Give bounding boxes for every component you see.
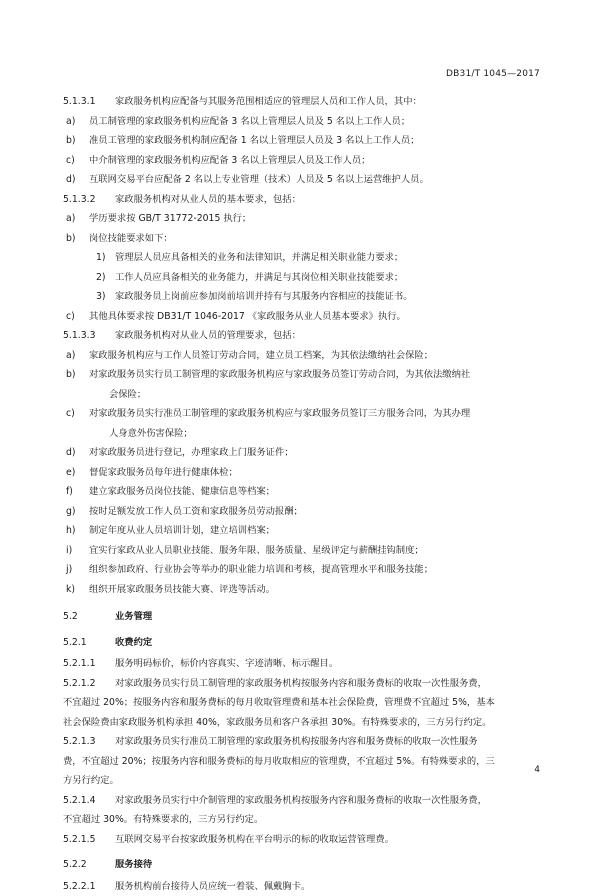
clause-text: 对家政服务员实行中介制管理的家政服务机构按服务内容和服务费标的收取一次性服务费， [115,795,487,806]
list-marker: a) [66,112,75,132]
document-body [63,92,541,896]
list-item [63,580,541,600]
section-title: 业务管理 [115,611,152,622]
list-text: 中介制管理的家政服务机构应配备 3 名以上管理层人员及工作人员； [89,155,370,166]
clause-text: 服务机构前台接待人员应统一着装、佩戴胸卡。 [115,881,310,892]
clause-text-continued: 不宜超过 20%；按服务内容和服务费标的每月收取管理费和基本社会保险费，管理费不宜超过 5%，基本 [63,693,541,713]
list-marker: a) [66,209,75,229]
list-item [63,112,541,132]
list-text: 组织参加政府、行业协会等举办的职业能力培训和考核，提高管理水平和服务技能； [89,564,433,575]
list-item [63,365,541,385]
clause-number: 5.2.2.1 [63,877,115,896]
list-marker: h) [66,521,76,541]
list-item [63,209,541,229]
list-marker: b) [66,229,76,249]
clause-5-2-1-2 [63,674,541,694]
clause-text: 家政服务机构对从业人员的基本要求，包括： [115,194,301,205]
clause-5-2-2-1 [63,877,541,896]
clause-text-continued: 方另行约定。 [63,771,541,791]
list-marker: d) [66,443,76,463]
list-text: 建立家政服务员岗位技能、健康信息等档案； [89,486,275,497]
list-text: 工作人员应具备相关的业务能力，并满足与其岗位相关职业技能要求； [115,272,403,283]
list-text: 组织开展家政服务员技能大赛、评选等活动。 [89,584,275,595]
list-marker: a) [66,346,75,366]
clause-number: 5.2.1.2 [63,674,115,694]
clause-text-continued: 不宜超过 30%。有特殊要求的，三方另行约定。 [63,810,541,830]
sub-list-item [63,287,541,307]
clause-number: 5.1.3.3 [63,326,115,346]
clause-text: 服务明码标价，标价内容真实、字迹清晰、标示醒目。 [115,658,338,669]
document-id-header: DB31/T 1045—2017 [446,65,540,85]
list-item [63,170,541,190]
section-number: 5.2.2 [63,855,115,875]
section-number: 5.2 [63,607,115,627]
list-text: 按时足额发放工作人员工资和家政服务员劳动报酬； [89,506,303,517]
list-item [63,404,541,424]
list-marker: i) [66,541,72,561]
section-number: 5.2.1 [63,633,115,653]
list-marker: f) [66,482,73,502]
list-item [63,502,541,522]
section-title: 服务接待 [115,859,152,870]
sub-list-item [63,268,541,288]
list-marker: c) [66,151,75,171]
clause-5-2-1-1 [63,654,541,674]
section-heading-5-2-1 [63,633,541,653]
list-text: 岗位技能要求如下： [89,233,173,244]
list-marker: c) [66,307,75,327]
list-item [63,463,541,483]
list-marker: d) [66,170,76,190]
clause-number: 5.1.3.2 [63,190,115,210]
list-text: 家政服务员上岗前应参加岗前培训并持有与其服务内容相应的技能证书。 [115,291,413,302]
list-text: 督促家政服务员每年进行健康体检； [89,467,238,478]
clause-number: 5.2.1.4 [63,791,115,811]
list-item-continuation: 人身意外伤害保险； [63,424,541,444]
list-text: 其他具体要求按 DB31/T 1046-2017 《家政服务从业人员基本要求》执行。 [89,311,406,322]
list-text: 对家政服务员实行员工制管理的家政服务机构应与家政服务员签订劳动合同，为其依法缴纳社 [89,369,470,380]
clause-text: 家政服务机构对从业人员的管理要求，包括： [115,330,301,341]
list-text: 对家政服务员进行登记，办理家政上门服务证件； [89,447,294,458]
clause-5-2-1-4 [63,791,541,811]
list-text: 制定年度从业人员培训计划，建立培训档案； [89,525,275,536]
list-marker: 3) [96,287,106,307]
list-marker: 1) [96,248,106,268]
clause-text-continued: 费，不宜超过 20%；按服务内容和服务费标的每月收取相应的管理费，不宜超过 5%。有特殊要求的，三 [63,752,541,772]
list-item [63,131,541,151]
clause-text: 对家政服务员实行准员工制管理的家政服务机构按服务内容和服务费标的收取一次性服务 [115,736,478,747]
list-item [63,229,541,249]
list-marker: b) [66,365,76,385]
list-item [63,482,541,502]
clause-text: 对家政服务员实行员工制管理的家政服务机构按服务内容和服务费标的收取一次性服务费， [115,678,487,689]
list-text: 准员工管理的家政服务机构制应配备 1 名以上管理层人员及 3 名以上工作人员； [89,135,419,146]
list-text: 员工制管理的家政服务机构应配备 3 名以上管理层人员及 5 名以上工作人员； [89,116,410,127]
list-item [63,151,541,171]
list-item [63,560,541,580]
list-marker: j) [66,560,72,580]
clause-number: 5.1.3.1 [63,92,115,112]
clause-5-1-3-1 [63,92,541,112]
list-marker: c) [66,404,75,424]
list-marker: b) [66,131,76,151]
list-text: 宜实行家政从业人员职业技能、服务年限、服务质量、星级评定与薪酬挂钩制度； [89,545,424,556]
list-marker: g) [66,502,76,522]
list-item [63,521,541,541]
section-heading-5-2 [63,607,541,627]
page-number: 4 [534,761,540,781]
list-item [63,346,541,366]
list-item [63,443,541,463]
list-text: 管理层人员应具备相关的业务和法律知识，并满足相关职业能力要求； [115,252,403,263]
clause-text: 互联网交易平台按家政服务机构在平台明示的标的收取运营管理费。 [115,834,394,845]
sub-list-item [63,248,541,268]
list-item-continuation: 会保险； [63,385,541,405]
clause-text-continued: 社会保险费由家政服务机构承担 40%，家政服务员和客户各承担 30%。有特殊要求的，三方另行约定。 [63,713,541,733]
list-text: 互联网交易平台应配备 2 名以上专业管理（技术）人员及 5 名以上运营维护人员。 [89,174,429,185]
list-text: 家政服务机构应与工作人员签订劳动合同，建立员工档案，为其依法缴纳社会保险； [89,350,433,361]
list-text: 对家政服务员实行准员工制管理的家政服务机构应与家政服务员签订三方服务合同，为其办理 [89,408,470,419]
clause-number: 5.2.1.5 [63,830,115,850]
clause-number: 5.2.1.1 [63,654,115,674]
section-title: 收费约定 [115,637,152,648]
clause-5-1-3-3 [63,326,541,346]
list-marker: k) [66,580,75,600]
clause-5-1-3-2 [63,190,541,210]
clause-text: 家政服务机构应配备与其服务范围相适应的管理层人员和工作人员，其中： [115,96,422,107]
section-heading-5-2-2 [63,855,541,875]
list-marker: 2) [96,268,106,288]
clause-number: 5.2.1.3 [63,732,115,752]
list-item [63,307,541,327]
list-text: 学历要求按 GB/T 31772-2015 执行； [89,213,251,224]
list-item [63,541,541,561]
clause-5-2-1-3 [63,732,541,752]
list-marker: e) [66,463,75,483]
clause-5-2-1-5 [63,830,541,850]
